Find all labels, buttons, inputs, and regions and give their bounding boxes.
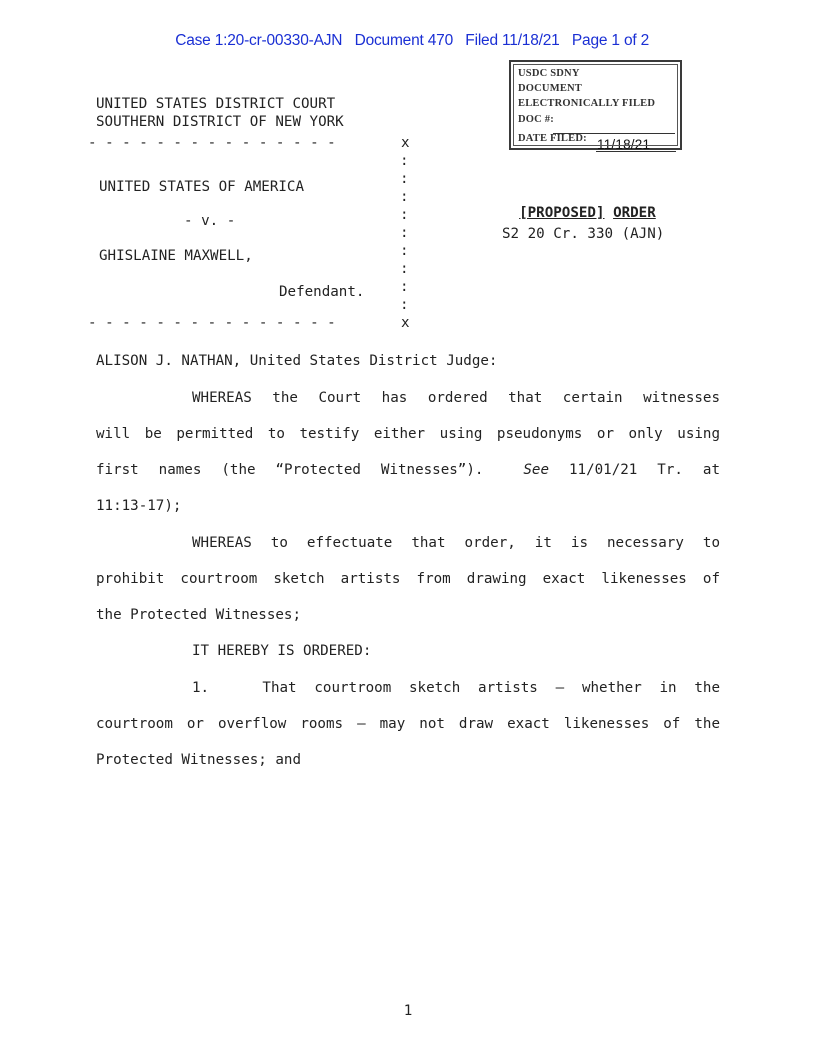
para1-line4: 11:13-17);: [96, 498, 182, 514]
caption-colon: :: [400, 207, 409, 223]
court-name-line1: UNITED STATES DISTRICT COURT: [96, 96, 336, 112]
page-number: 1: [403, 1003, 413, 1019]
ordered-heading: IT HEREBY IS ORDERED:: [192, 643, 372, 659]
caption-colon: :: [400, 243, 409, 259]
para1-line2: will be permitted to testify either using pseudonyms or only using: [96, 426, 720, 442]
para1-line1: WHEREAS the Court has ordered that certain witnesses: [192, 390, 720, 406]
ecf-filing-header: [0, 14, 816, 50]
filing-stamp: [509, 60, 682, 150]
stamp-filed-label: DATE FILED:: [518, 133, 587, 144]
court-name-line2: SOUTHERN DISTRICT OF NEW YORK: [96, 114, 344, 130]
citation-see: See: [523, 462, 550, 478]
para2-line2: prohibit courtroom sketch artists from drawing exact likenesses of: [96, 571, 720, 587]
stamp-docno-rule: [553, 133, 675, 134]
caption-colon: :: [400, 189, 409, 205]
para1-line3: [96, 462, 720, 478]
caption-defendant-label: Defendant.: [279, 284, 365, 300]
caption-bottom-rule: - - - - - - - - - - - - - - -: [88, 315, 336, 331]
title-proposed: [PROPOSED]: [519, 205, 605, 221]
caption-top-x: x: [401, 135, 410, 151]
para1-line3a: first names (the “Protected Witnesses”).: [96, 462, 484, 478]
item1-line1: 1. That courtroom sketch artists — whether in the: [192, 680, 720, 696]
caption-colon: :: [400, 225, 409, 241]
para2-line1: WHEREAS to effectuate that order, it is necessary to: [192, 535, 720, 551]
caption-top-rule: - - - - - - - - - - - - - - -: [88, 135, 336, 151]
caption-colon: :: [400, 153, 409, 169]
caption-colon: :: [400, 279, 409, 295]
para2-line3: the Protected Witnesses;: [96, 607, 301, 623]
stamp-efiled: ELECTRONICALLY FILED: [518, 98, 656, 109]
item1-line3: Protected Witnesses; and: [96, 752, 301, 768]
stamp-docno-label: DOC #:: [518, 114, 554, 125]
para1-line3c: 11/01/21 Tr. at: [569, 462, 720, 478]
caption-colon: :: [400, 171, 409, 187]
item1-line2: courtroom or overflow rooms — may not draw exact likenesses of the: [96, 716, 720, 732]
caption-colon: :: [400, 261, 409, 277]
caption-plaintiff: UNITED STATES OF AMERICA: [99, 179, 304, 195]
caption-versus: - v. -: [184, 213, 236, 229]
case-number: S2 20 Cr. 330 (AJN): [502, 226, 665, 242]
caption-defendant-name: GHISLAINE MAXWELL,: [99, 248, 253, 264]
stamp-filed-rule: [596, 151, 676, 152]
title-order: ORDER: [613, 205, 656, 221]
stamp-filed-value: 11/18/21: [597, 137, 651, 152]
caption-bottom-x: x: [401, 315, 410, 331]
stamp-usdc: USDC SDNY: [518, 68, 580, 79]
ecf-header-text: Case 1:20-cr-00330-AJN Document 470 Filed 11/18/21 Page 1 of 2: [175, 32, 649, 49]
stamp-document: DOCUMENT: [518, 83, 583, 94]
document-title: [502, 189, 656, 221]
judge-line: ALISON J. NATHAN, United States District Judge:: [96, 353, 498, 369]
caption-colon: :: [400, 297, 409, 313]
